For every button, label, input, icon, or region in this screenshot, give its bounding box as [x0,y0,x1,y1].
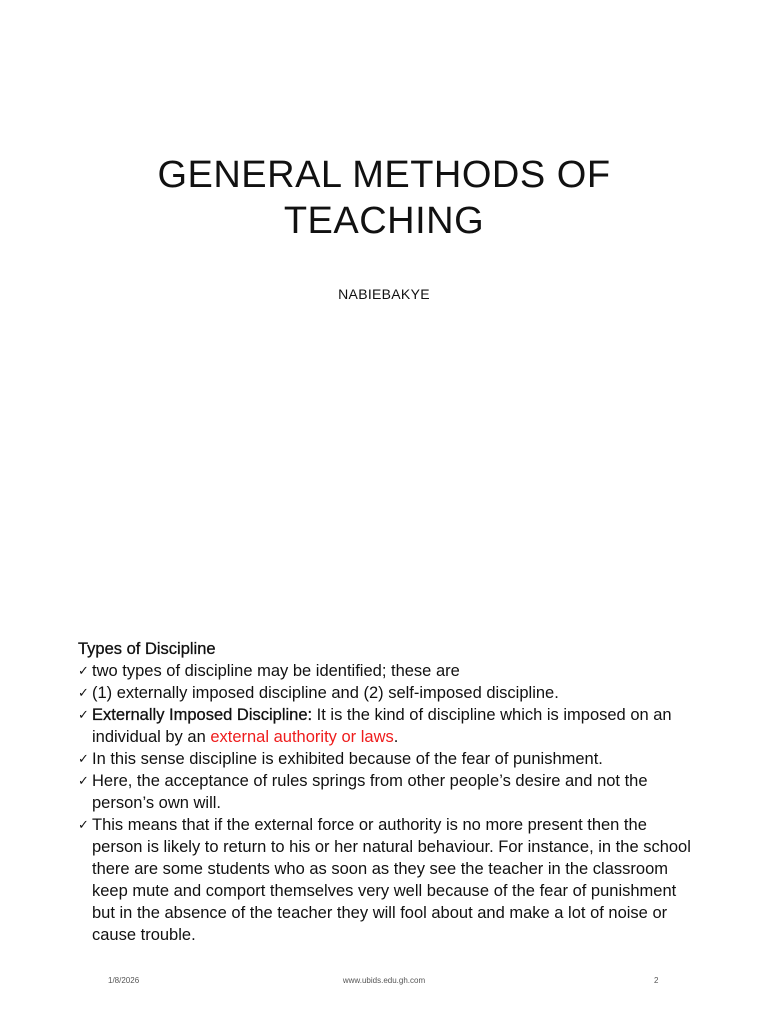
author-name: NABIEBAKYE [338,286,430,302]
bullet-list [78,660,698,946]
bullet-text: This means that if the external force or authority is no more present then the person is likely to return to his or her natural behaviour. For instance, in the school there are some students who as soon as they see the teacher in the classroom keep mute and comport themselves very well because of the fear of punishment but in the absence of the teacher they will fool about and make a lot of noise or cause trouble. [92,816,691,944]
check-icon: ✓ [78,685,89,700]
list-item [78,682,698,704]
bullet-text: Here, the acceptance of rules springs from other people’s desire and not the person’s own will. [92,772,648,812]
footer-date: 1/8/2026 [108,976,140,985]
check-icon: ✓ [78,707,89,722]
bullet-text: It is the kind of discipline which is imposed on an individual by an [92,706,672,746]
check-icon: ✓ [78,751,89,766]
bullet-text: In this sense discipline is exhibited because of the fear of punishment. [92,750,603,768]
list-item [78,704,698,748]
list-item [78,748,698,770]
highlighted-phrase: external authority or laws [210,728,394,746]
bullet-text-end: . [393,728,399,746]
check-icon: ✓ [78,773,89,788]
list-item [78,660,698,682]
list-item [78,770,698,814]
bullet-text: (1) externally imposed discipline and (2) self-imposed discipline. [92,684,559,702]
document-title [0,152,768,244]
discipline-section [78,638,698,946]
title-line-1: GENERAL METHODS OF [157,154,611,196]
list-item [78,814,698,946]
bullet-term: Externally Imposed Discipline: [92,706,313,724]
check-icon: ✓ [78,663,89,678]
section-heading: Types of Discipline [78,640,216,658]
footer-website: www.ubids.edu.gh.com [342,976,426,985]
bullet-text: two types of discipline may be identified; these are [92,662,460,680]
page-number: 2 [654,976,659,985]
check-icon: ✓ [78,817,89,832]
title-line-2: TEACHING [283,200,485,242]
